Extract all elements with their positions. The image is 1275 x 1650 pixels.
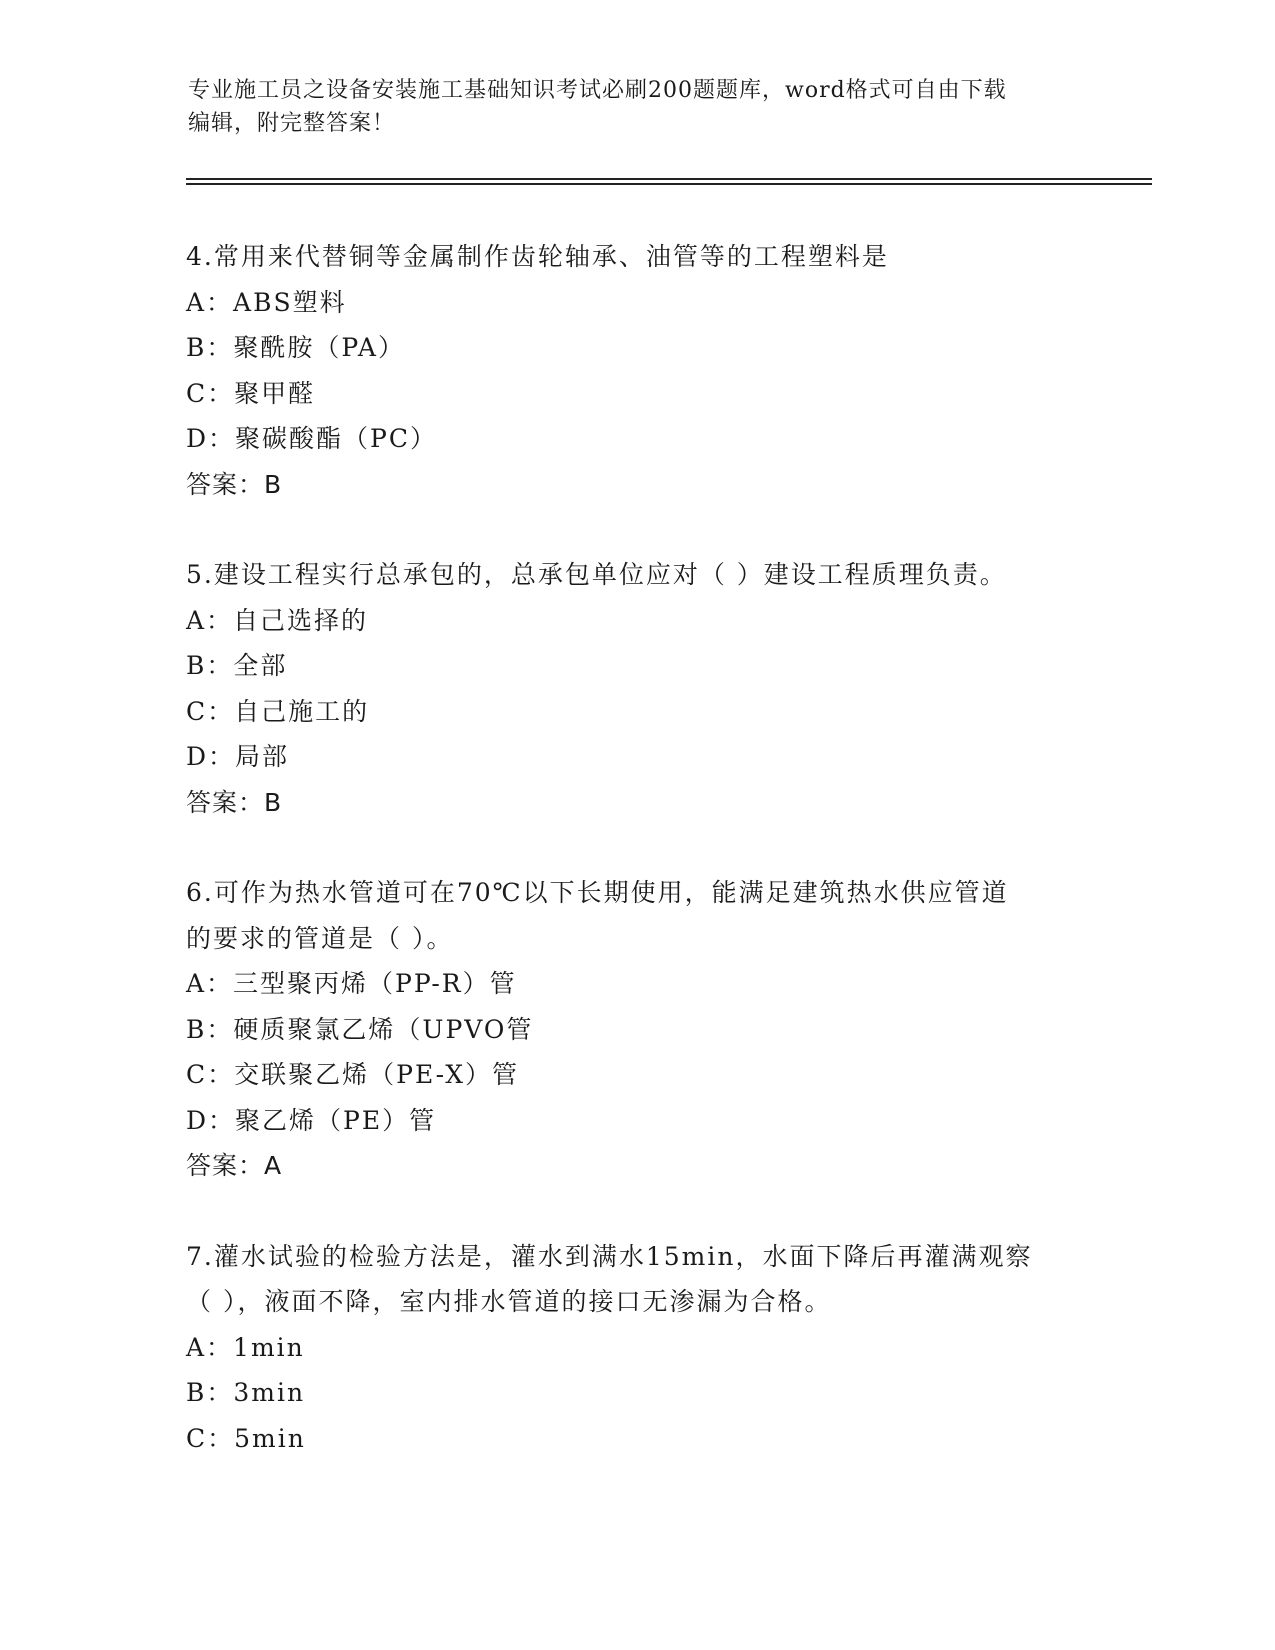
question-7 <box>186 1234 1086 1462</box>
question-stem <box>186 234 1086 280</box>
question-text: 6.可作为热水管道可在70℃以下长期使用，能满足建筑热水供应管道 <box>186 878 1009 907</box>
question-stem <box>186 1234 1086 1325</box>
option-b: B：3min <box>186 1378 306 1407</box>
option-d: D：聚乙烯（PE）管 <box>186 1105 437 1135</box>
option-b: B：聚酰胺（PA） <box>186 333 405 362</box>
question-text: 5.建设工程实行总承包的，总承包单位应对（ ）建设工程质理负责。 <box>186 560 1007 589</box>
question-6 <box>186 870 1086 1189</box>
question-stem <box>186 870 1086 961</box>
question-4 <box>186 234 1086 507</box>
answer-line: 答案：A <box>186 1151 283 1180</box>
option-c: C：5min <box>186 1423 306 1453</box>
option-b: B：硬质聚氯乙烯（UPVO管 <box>186 1014 534 1044</box>
option-a: A：1min <box>186 1332 305 1362</box>
answer-line: 答案：B <box>186 787 283 817</box>
option-d: D：局部 <box>186 742 290 771</box>
option-b: B：全部 <box>186 651 288 680</box>
question-text: 7.灌水试验的检验方法是，灌水到满水15min，水面下降后再灌满观察 <box>186 1241 1033 1271</box>
option-c: C：聚甲醛 <box>186 378 316 408</box>
header-line-1: 专业施工员之设备安装施工基础知识考试必刷200题题库，word格式可自由下载 <box>188 78 1007 103</box>
header-divider-top <box>186 178 1152 180</box>
option-a: A：三型聚丙烯（PP-R）管 <box>186 969 517 998</box>
answer-line: 答案：B <box>186 469 283 499</box>
question-stem <box>186 552 1086 598</box>
option-c: C：交联聚乙烯（PE-X）管 <box>186 1060 520 1089</box>
header-line-2: 编辑，附完整答案！ <box>188 111 396 136</box>
document-header <box>188 74 1088 140</box>
question-list <box>186 234 1086 1506</box>
option-a: A：自己选择的 <box>186 605 369 635</box>
question-text: 4.常用来代替铜等金属制作齿轮轴承、油管等的工程塑料是 <box>186 242 889 271</box>
option-c: C：自己施工的 <box>186 696 370 726</box>
option-d: D：聚碳酸酯（PC） <box>186 424 437 453</box>
question-text-continued: 的要求的管道是（ ）。 <box>186 923 454 953</box>
header-divider-bottom <box>186 183 1152 185</box>
option-a: A：ABS塑料 <box>186 287 347 317</box>
question-text-continued: （ ），液面不降，室内排水管道的接口无渗漏为合格。 <box>186 1287 832 1316</box>
question-5 <box>186 552 1086 825</box>
